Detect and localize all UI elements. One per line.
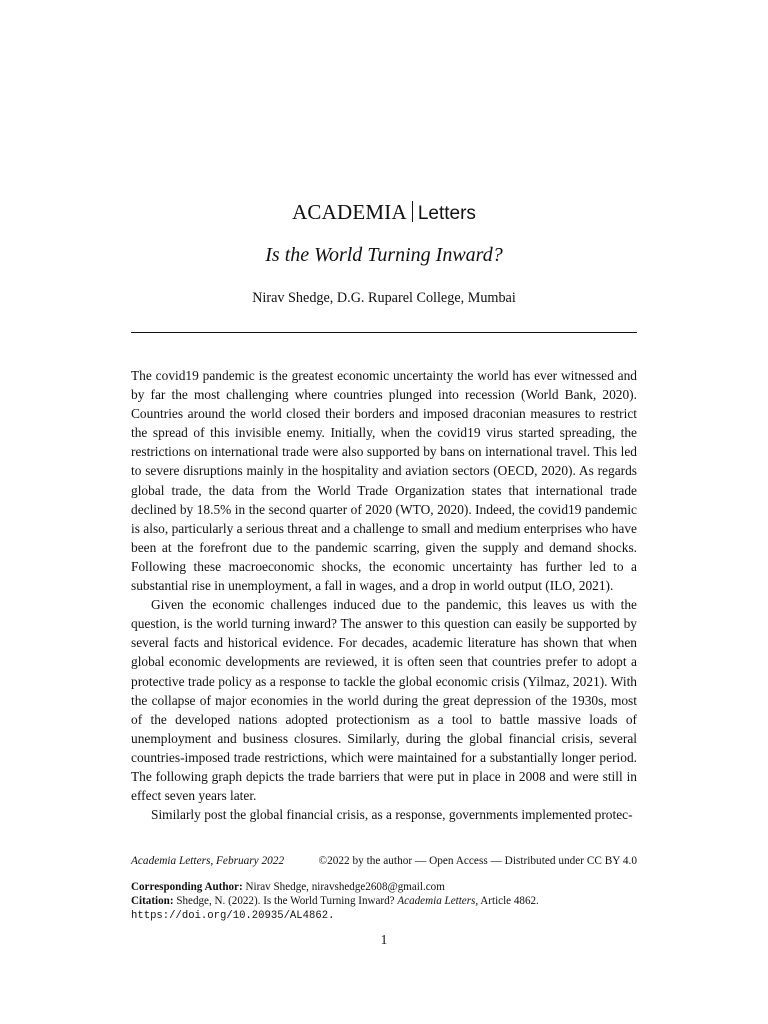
corresponding-author [131, 880, 637, 894]
journal-section: Letters [417, 203, 476, 224]
journal-masthead [0, 199, 768, 227]
license-notice: ©2022 by the author — Open Access — Distributed under CC BY 4.0 [318, 855, 637, 867]
page-number: 1 [380, 932, 388, 947]
corresponding-label: Corresponding Author: [131, 881, 243, 893]
body-paragraph: Given the economic challenges induced due to the pandemic, this leaves us with the question, is the world turning inward? The answer to this question can easily be supported by several facts and historical evidence. For decades, academic literature has shown that when global economic developments are reviewed, it is often seen that countries prefer to adopt a protective trade policy as a response to tackle the global economic crisis (Yilmaz, 2021). With the collapse of major economies in the world during the great depression of the 1930s, most of the developed nations adopted protectionism as a tool to battle massive loads of unemployment and business closures. Similarly, during the global financial crisis, several countries-imposed trade restrictions, which were maintained for a substantially longer period. The following graph depicts the trade barriers that were put in place in 2008 and were still in effect seven years later. [131, 597, 637, 804]
body-paragraph: The covid19 pandemic is the greatest economic uncertainty the world has ever witnessed and by far the most challenging where countries plunged into recession (World Bank, 2020). Countries around the world closed their borders and imposed draconian measures to restrict the spread of this invisible enemy. Initially, when the covid19 virus started spreading, the restrictions on international trade were also supported by bans on international travel. This led to severe disruptions mainly in the hospitality and aviation sectors (OECD, 2020). As regards global trade, the data from the World Trade Organization states that international trade declined by 18.5% in the second quarter of 2020 (WTO, 2020). Indeed, the covid19 pandemic is also, particularly a serious threat and a challenge to small and medium enterprises who have been at the forefront due to the pandemic scarring, given the supply and demand shocks. Following these macroeconomic shocks, the economic uncertainty has further led to a substantial rise in unemployment, a fall in wages, and a drop in world output (ILO, 2021). [131, 368, 637, 594]
doi-link[interactable]: https://doi.org/10.20935/AL4862. [131, 909, 335, 922]
body-paragraph: Similarly post the global financial crisis, as a response, governments implemented protec- [151, 807, 633, 823]
citation-article: Article 4862. [480, 895, 539, 908]
journal-issue: Academia Letters, February 2022 [131, 855, 285, 867]
paper-title: Is the World Turning Inward? [265, 244, 503, 266]
author-affiliation: Nirav Shedge, D.G. Ruparel College, Mumbai [252, 290, 516, 306]
article-metadata [131, 880, 637, 923]
header-rule [131, 332, 637, 333]
citation-text: Shedge, N. (2022). Is the World Turning Inward? [176, 895, 395, 908]
journal-brand: ACADEMIA [292, 200, 407, 224]
citation-journal: Academia Letters, [397, 895, 479, 908]
article-body [131, 366, 637, 824]
citation-label: Citation: [131, 895, 174, 908]
citation [131, 894, 637, 908]
corresponding-value: Nirav Shedge, niravshedge2608@gmail.com [245, 881, 445, 893]
masthead-divider [412, 201, 413, 222]
